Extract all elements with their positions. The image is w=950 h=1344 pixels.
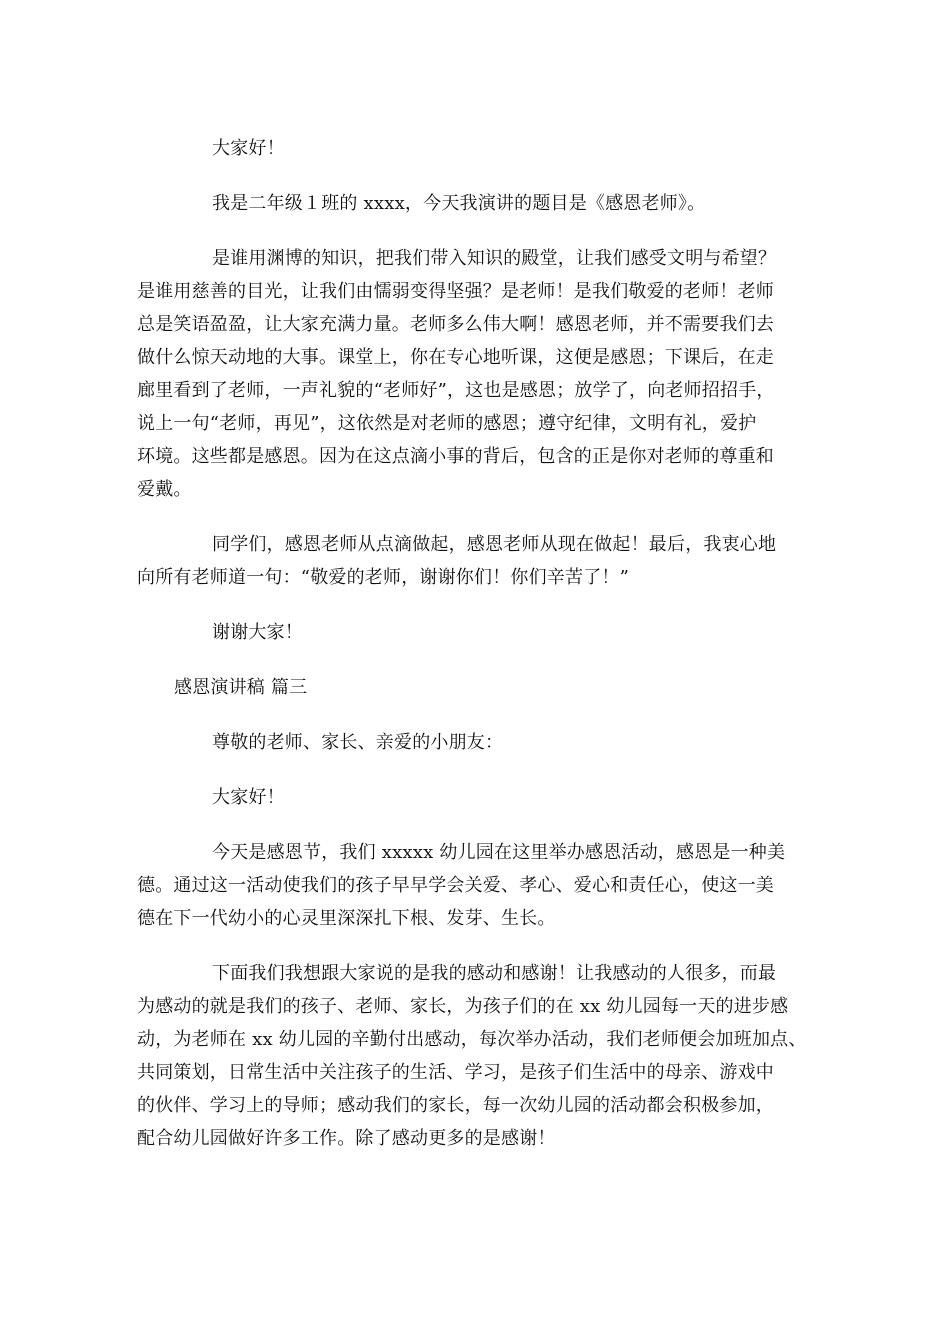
paragraph-line: 是谁用渊博的知识，把我们带入知识的殿堂，让我们感受文明与希望？: [212, 248, 777, 269]
paragraph-line: 动，为老师在 xx 幼儿园的辛勤付出感动，每次举办活动，我们老师便会加班加点、: [137, 1029, 807, 1050]
paragraph-line: 爱戴。: [137, 479, 192, 500]
section-title: 感恩演讲稿 篇三: [174, 677, 308, 698]
intro-line: 我是二年级１班的 xxxx，今天我演讲的题目是《感恩老师》。: [212, 193, 706, 214]
paragraph-line: 共同策划，日常生活中关注孩子的生活、学习，是孩子们生活中的母亲、游戏中: [137, 1062, 774, 1083]
paragraph-line: 环境。这些都是感恩。因为在这点滴小事的背后，包含的正是你对老师的尊重和: [137, 446, 774, 467]
paragraph-line: 同学们，感恩老师从点滴做起，感恩老师从现在做起！最后，我衷心地: [212, 534, 777, 555]
paragraph-line: 廊里看到了老师，一声礼貌的“老师好”，这也是感恩；放学了，向老师招招手，: [137, 380, 775, 401]
paragraph-line: 为感动的就是我们的孩子、老师、家长，为孩子们的在 xx 幼儿园每一天的进步感: [137, 996, 789, 1017]
paragraph-line: 今天是感恩节，我们 xxxxx 幼儿园在这里举办感恩活动，感恩是一种美: [212, 842, 786, 863]
paragraph-line: 的伙伴、学习上的导师；感动我们的家长，每一次幼儿园的活动都会积极参加，: [137, 1095, 774, 1116]
paragraph-line: 做什么惊天动地的大事。课堂上，你在专心地听课，这便是感恩；下课后，在走: [137, 347, 774, 368]
salutation-line: 尊敬的老师、家长、亲爱的小朋友：: [212, 732, 504, 753]
thanks-line: 谢谢大家！: [212, 622, 303, 643]
paragraph-line: 总是笑语盈盈，让大家充满力量。老师多么伟大啊！感恩老师，并不需要我们去: [137, 314, 774, 335]
paragraph-line: 是谁用慈善的目光，让我们由懦弱变得坚强？是老师！是我们敬爱的老师！老师: [137, 281, 774, 302]
paragraph-line: 德。通过这一活动使我们的孩子早早学会关爱、孝心、爱心和责任心，使这一美: [137, 875, 774, 896]
paragraph-line: 德在下一代幼小的心灵里深深扎下根、发芽、生长。: [137, 908, 556, 929]
greeting-line: 大家好！: [212, 138, 285, 159]
paragraph-line: 配合幼儿园做好许多工作。除了感动更多的是感谢！: [137, 1128, 556, 1149]
paragraph-line: 说上一句“老师，再见”，这依然是对老师的感恩；遵守纪律，文明有礼，爱护: [137, 413, 757, 434]
paragraph-line: 向所有老师道一句：“敬爱的老师，谢谢你们！你们辛苦了！”: [137, 567, 630, 588]
paragraph-line: 下面我们我想跟大家说的是我的感动和感谢！让我感动的人很多，而最: [212, 963, 777, 984]
greeting-line: 大家好！: [212, 787, 285, 808]
